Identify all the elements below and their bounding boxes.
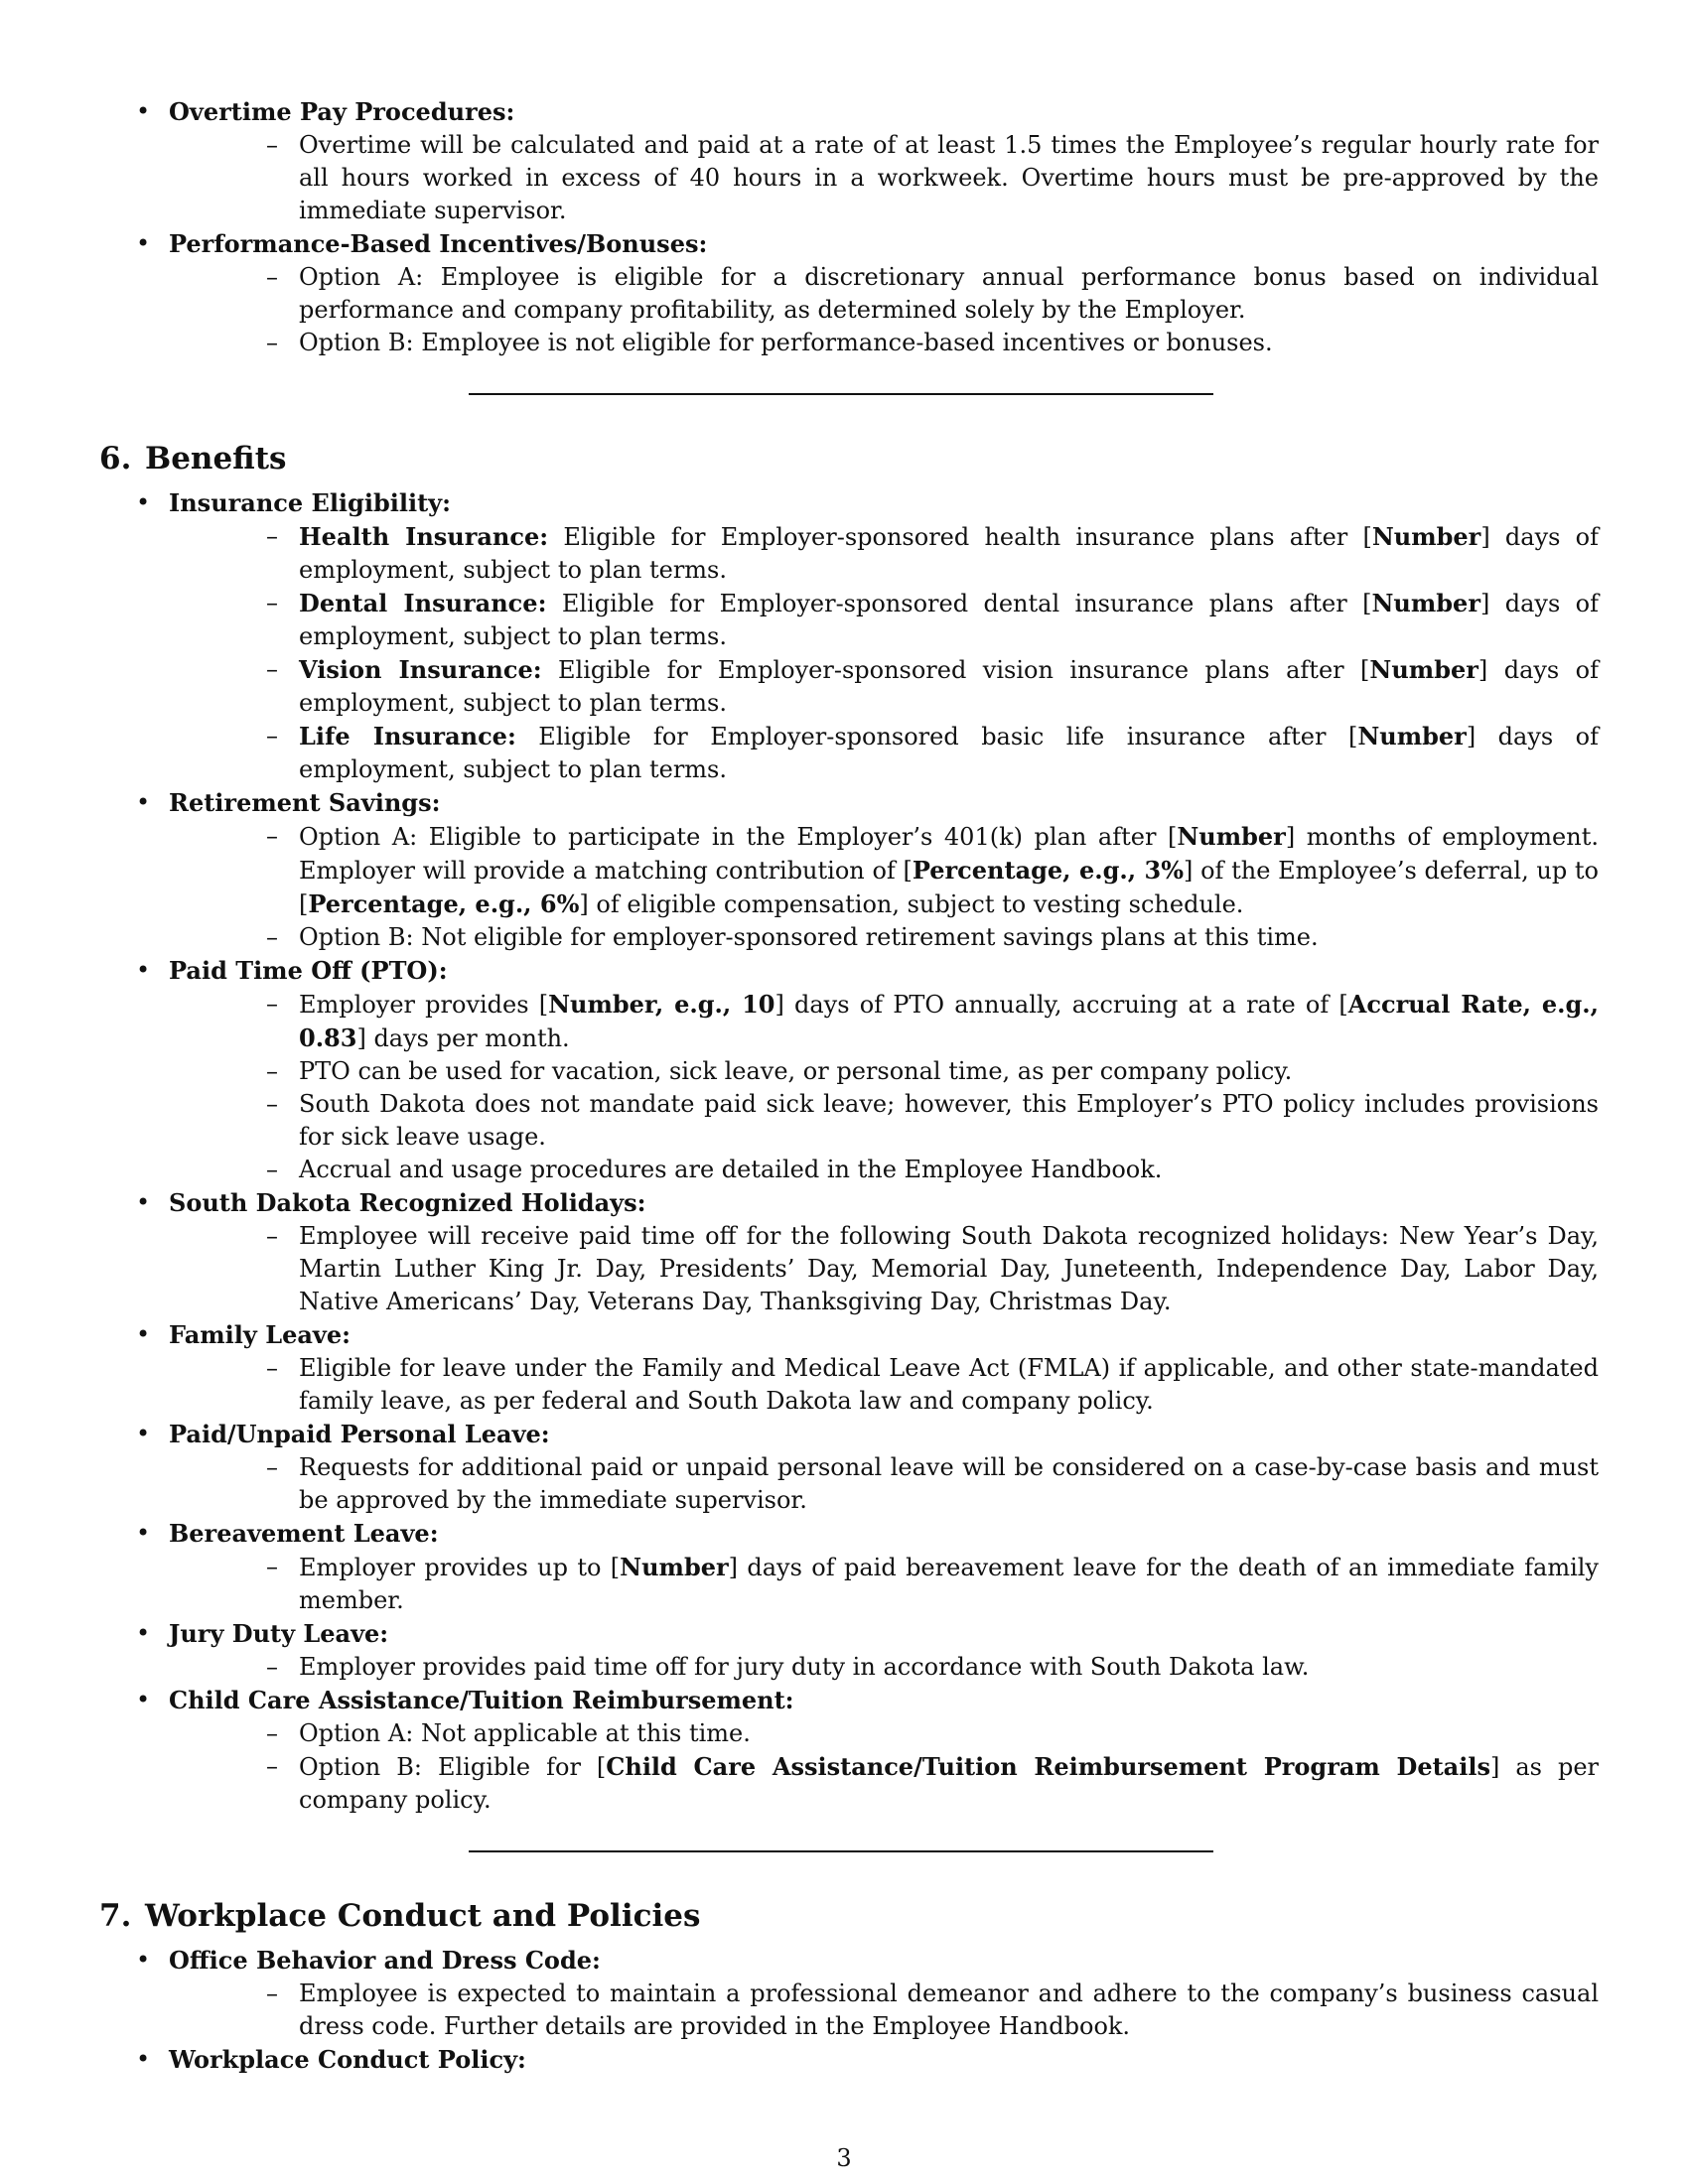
sub-item: – Option B: Eligible for [Child Care Assistance/Tuition Reimbursement Program Details] as per company policy. [169,1750,1599,1817]
bold-text: Life Insurance: [299,722,516,751]
section-6-heading [99,439,1599,478]
bold-text: Number [1369,655,1478,684]
sub-list [169,1651,1599,1684]
sub-list [169,1978,1599,2043]
sub-item: – Overtime will be calculated and paid at a rate of at least 1.5 times the Employee’s regular hourly rate for all hours worked in excess of 40 hours in a workweek. Overtime hours must be pre-approved by the immediate supervisor. [169,129,1599,227]
sub-list [169,1551,1599,1617]
item-label: Family Leave: [169,1320,351,1349]
sub-item: – Employer provides paid time off for jury duty in accordance with South Dakota law. [169,1651,1599,1684]
sub-list [169,988,1599,1186]
item-label: Office Behavior and Dress Code: [169,1946,601,1975]
section-7-heading [99,1896,1599,1936]
sub-item: – Employee is expected to maintain a professional demeanor and adhere to the company’s business casual dress code. Further details are provided in the Employee Handbook. [169,1978,1599,2043]
sub-item: – Eligible for leave under the Family and Medical Leave Act (FMLA) if applicable, and other state-mandated family leave, as per federal and South Dakota law and company policy. [169,1352,1599,1418]
bold-text: Number [1177,822,1286,851]
section-number: 7. [99,1898,132,1934]
list-item [99,954,1599,1186]
item-label: Paid/Unpaid Personal Leave: [169,1420,550,1448]
sub-list [169,820,1599,954]
item-label: Retirement Savings: [169,788,441,817]
sub-item: – Requests for additional paid or unpaid personal leave will be considered on a case-by-case basis and must be approved by the immediate supervisor. [169,1451,1599,1517]
sub-item: – Option A: Employee is eligible for a discretionary annual performance bonus based on individual performance and company profitability, as determined solely by the Employer. [169,261,1599,327]
sub-item: – South Dakota does not mandate paid sick leave; however, this Employer’s PTO policy includes provisions for sick leave usage. [169,1088,1599,1154]
item-label: Performance-Based Incentives/Bonuses: [169,229,708,258]
bold-text: Number, e.g., 10 [548,990,775,1019]
list-item [99,1318,1599,1418]
section-divider [469,393,1213,395]
item-label: Child Care Assistance/Tuition Reimbursement: [169,1686,794,1714]
list-item [99,1684,1599,1817]
item-label: Bereavement Leave: [169,1519,439,1548]
bold-text: Number [1371,522,1481,551]
list-item [99,1944,1599,2043]
list-item [99,95,1599,227]
list-item [99,1517,1599,1617]
sub-item: – Employee will receive paid time off for the following South Dakota recognized holidays: New Year’s Day, Martin Luther King Jr. Day, Presidents’ Day, Memorial Day, Juneteenth, Independence Day, Labor Day, Native Americans’ Day, Veterans Day, Thanksgiving Day, Christmas Day. [169,1220,1599,1318]
sub-list [169,129,1599,227]
benefits-list [99,486,1599,1817]
sub-list [169,1220,1599,1318]
item-label: Workplace Conduct Policy: [169,2045,526,2074]
item-label: Jury Duty Leave: [169,1619,389,1648]
item-label: Overtime Pay Procedures: [169,97,515,126]
sub-item: – Option A: Not applicable at this time. [169,1717,1599,1750]
item-label: Insurance Eligibility: [169,488,451,517]
list-item [99,1186,1599,1318]
sub-list [169,1451,1599,1517]
bold-text: Number [620,1553,729,1581]
sub-list [169,520,1599,786]
sub-item: – Dental Insurance: Eligible for Employer-sponsored dental insurance plans after [Number] days of employment, subject to plan terms. [169,587,1599,653]
section-divider [469,1850,1213,1852]
sub-item: – Employer provides up to [Number] days of paid bereavement leave for the death of an immediate family member. [169,1551,1599,1617]
bold-text: Percentage, e.g., 3% [912,856,1185,885]
list-item [99,2043,1599,2077]
sub-item: – PTO can be used for vacation, sick leave, or personal time, as per company policy. [169,1055,1599,1088]
bold-text: Number [1357,722,1467,751]
sub-item: – Life Insurance: Eligible for Employer-sponsored basic life insurance after [Number] days of employment, subject to plan terms. [169,720,1599,786]
sub-list [169,261,1599,359]
list-item [99,227,1599,359]
conduct-list [99,1944,1599,2077]
sub-item: – Vision Insurance: Eligible for Employer-sponsored vision insurance plans after [Number] days of employment, subject to plan terms. [169,653,1599,720]
item-label: South Dakota Recognized Holidays: [169,1188,646,1217]
top-list [99,95,1599,359]
sub-item: – Health Insurance: Eligible for Employer-sponsored health insurance plans after [Number] days of employment, subject to plan terms. [169,520,1599,587]
section-number: 6. [99,441,132,477]
sub-item: – Option A: Eligible to participate in the Employer’s 401(k) plan after [Number] months of employment. Employer will provide a matching contribution of [Percentage, e.g., 3%] of the Employee’s deferral, up to [Percentage, e.g., 6%] of eligible compensation, subject to vesting schedule. [169,820,1599,921]
sub-item: – Employer provides [Number, e.g., 10] days of PTO annually, accruing at a rate of [Accrual Rate, e.g., 0.83] days per month. [169,988,1599,1055]
document-page [99,95,1599,2077]
bold-text: Vision Insurance: [299,655,542,684]
page-number: 3 [836,2144,852,2172]
list-item [99,1418,1599,1517]
bold-text: Health Insurance: [299,522,549,551]
bold-text: Dental Insurance: [299,589,547,617]
section-title: Benefits [145,441,287,477]
sub-list [169,1352,1599,1418]
sub-item: – Option B: Not eligible for employer-sponsored retirement savings plans at this time. [169,921,1599,954]
bold-text: Number [1371,589,1480,617]
list-item [99,486,1599,786]
section-title: Workplace Conduct and Policies [145,1898,701,1934]
bold-text: Accrual Rate, e.g., 0.83 [299,990,1599,1052]
list-item [99,1617,1599,1684]
sub-item: – Option B: Employee is not eligible for performance-based incentives or bonuses. [169,327,1599,359]
bold-text: Percentage, e.g., 6% [308,889,580,918]
sub-item: – Accrual and usage procedures are detailed in the Employee Handbook. [169,1154,1599,1186]
list-item [99,786,1599,954]
sub-list [169,1717,1599,1817]
bold-text: Child Care Assistance/Tuition Reimbursement Program Details [606,1752,1490,1781]
item-label: Paid Time Off (PTO): [169,956,448,985]
